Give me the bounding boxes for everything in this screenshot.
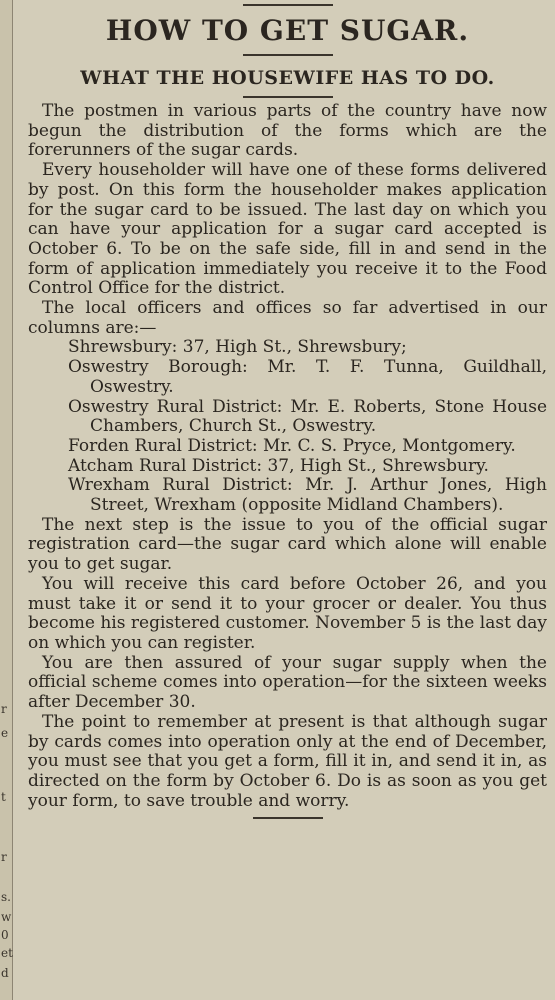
margin-fragment: s. <box>1 890 11 904</box>
paragraph: You will receive this card before October 26, and you must take it or send it to your grocer or dealer. You thus become his registered customer. November 5 is the last day on which you can register. <box>28 573 547 653</box>
end-rule <box>253 817 323 819</box>
office-item: Atcham Rural District: 37, High St., Shrewsbury. <box>68 455 489 476</box>
margin-fragment: t <box>1 790 6 804</box>
margin-fragment: e <box>1 726 9 740</box>
paragraph: You are then assured of your sugar supply when the official scheme comes into operation—for the sixteen weeks after December 30. <box>28 652 547 713</box>
paragraph: The postmen in various parts of the country have now begun the distribution of the forms which are the forerunners of the sugar cards. <box>28 101 547 161</box>
office-item: Oswestry Rural District: Mr. E. Roberts, Stone House Chambers, Church St., Oswestry. <box>68 396 547 437</box>
office-item: Wrexham Rural District: Mr. J. Arthur Jones, High Street, Wrexham (opposite Midland Chambers). <box>68 475 547 516</box>
office-item: Shrewsbury: 37, High St., Shrewsbury; <box>68 337 407 358</box>
paragraph: The next step is the issue to you of the official sugar registration card—the sugar card which alone will enable you to get sugar. <box>28 514 547 575</box>
office-item: Oswestry Borough: Mr. T. F. Tunna, Guildhall, Oswestry. <box>68 357 547 397</box>
office-list <box>28 338 547 515</box>
headline-rule <box>243 54 333 56</box>
margin-fragment: et <box>1 946 13 960</box>
margin-fragment: 0 <box>1 928 9 942</box>
article-body <box>28 102 547 811</box>
article-headline: HOW TO GET SUGAR. <box>105 14 470 47</box>
margin-fragment: r <box>1 850 7 864</box>
article-subheadline: WHAT THE HOUSEWIFE HAS TO DO. <box>80 67 495 89</box>
margin-fragment: w <box>1 910 12 924</box>
office-item: Forden Rural District: Mr. C. S. Pryce, Montgomery. <box>68 435 516 456</box>
subheadline-rule <box>243 96 333 98</box>
newspaper-article <box>20 0 555 1000</box>
margin-fragment: r <box>1 702 7 716</box>
paragraph: Every householder will have one of these forms delivered by post. On this form the householder makes application for the sugar card to be issued. The last day on which you can have your application for a sugar card accepted is October 6. To be on the safe side, fill in and send in the form of application immediately you receive it to the Food Control Office for the district. <box>28 160 547 299</box>
margin-fragment: d <box>1 966 9 980</box>
paragraph: The local officers and offices so far advertised in our columns are:— <box>28 298 547 338</box>
adjacent-column-margin <box>0 0 13 1000</box>
top-rule <box>243 4 333 6</box>
paragraph: The point to remember at present is that although sugar by cards comes into operation only at the end of December, you must see that you get a form, fill it in, and send it in, as directed on the form by October 6. Do is as soon as you get your form, to save trouble and worry. <box>28 711 547 811</box>
